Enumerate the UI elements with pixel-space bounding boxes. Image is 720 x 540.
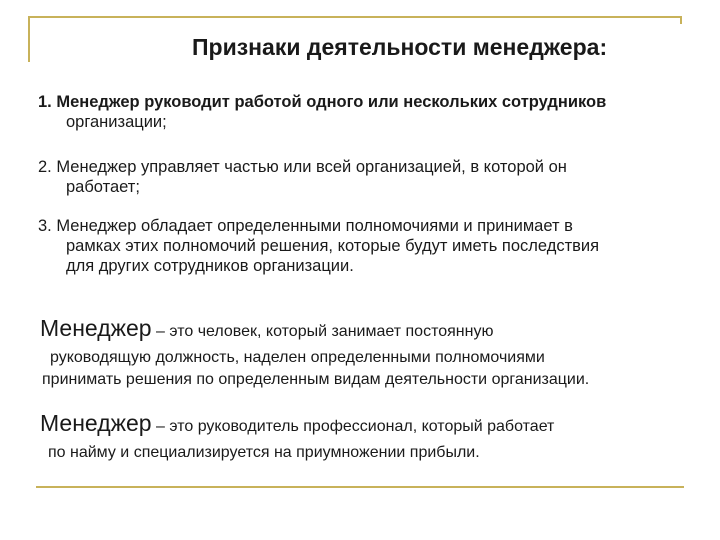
point-2-line-2: работает; bbox=[66, 178, 140, 196]
point-2-text-1: Менеджер управляет частью или всей организацией, в которой он bbox=[56, 158, 567, 176]
point-1-line-2: организации; bbox=[66, 113, 167, 131]
definition-2-line-1 bbox=[40, 408, 700, 442]
point-3-line-3: для других сотрудников организации. bbox=[66, 257, 354, 275]
point-3-line-2: рамках этих полномочий решения, которые будут иметь последствия bbox=[66, 237, 600, 255]
left-border-line bbox=[28, 16, 30, 62]
feature-point-2 bbox=[38, 157, 698, 197]
point-1-line-1 bbox=[38, 92, 698, 112]
feature-point-1 bbox=[38, 92, 698, 132]
definition-1-line-1 bbox=[40, 313, 700, 347]
definition-1-term: Менеджер bbox=[40, 315, 152, 341]
definition-2-line-2: по найму и специализируется на приумножении прибыли. bbox=[48, 444, 480, 461]
definition-1 bbox=[40, 313, 700, 391]
slide-title: Признаки деятельности менеджера: bbox=[192, 34, 608, 60]
definition-1-text-1: – это человек, который занимает постоянную bbox=[151, 323, 494, 340]
point-1-text-1: Менеджер руководит работой одного или нескольких сотрудников bbox=[56, 93, 607, 111]
point-3-number: 3. bbox=[38, 217, 52, 235]
point-1-number: 1. bbox=[38, 93, 52, 111]
point-3-text-1: Менеджер обладает определенными полномочиями и принимает в bbox=[56, 217, 573, 235]
definition-1-line-3: принимать решения по определенным видам деятельности организации. bbox=[42, 371, 590, 388]
point-2-number: 2. bbox=[38, 158, 52, 176]
definition-2-term: Менеджер bbox=[40, 410, 152, 436]
point-2-line-1 bbox=[38, 157, 698, 177]
definition-2-text-1: – это руководитель профессионал, который работает bbox=[151, 418, 555, 435]
feature-point-3 bbox=[38, 216, 698, 276]
definition-1-line-2: руководящую должность, наделен определенными полномочиями bbox=[50, 349, 545, 366]
top-border-line bbox=[28, 16, 682, 18]
definition-2 bbox=[40, 408, 700, 464]
bottom-border-line bbox=[36, 486, 684, 488]
point-3-line-1 bbox=[38, 216, 698, 236]
right-border-tick bbox=[680, 16, 682, 24]
